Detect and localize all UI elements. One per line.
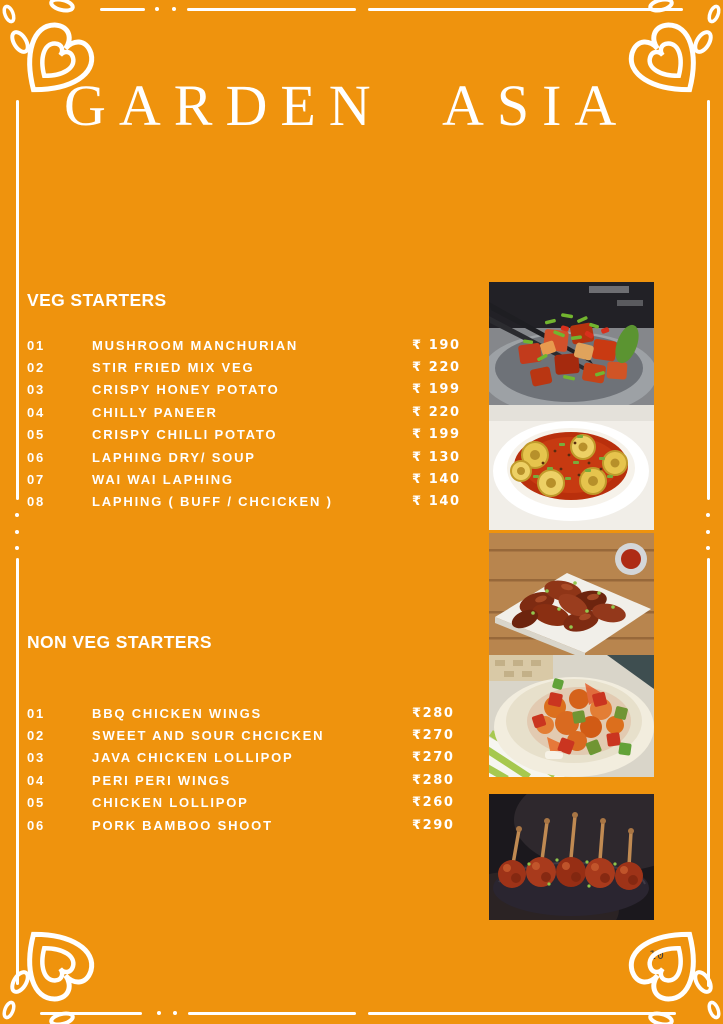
veg-starters-list [27,334,472,513]
item-name: JAVA CHICKEN LOLLIPOP [92,750,294,766]
item-number: 05 [27,427,46,443]
item-price: ₹280 [412,705,455,721]
item-name: CHICKEN LOLLIPOP [92,795,249,811]
item-price: ₹ 220 [412,404,461,420]
menu-item-row [27,491,472,513]
item-name: CHILLY PANEER [92,404,218,420]
item-price: ₹290 [412,817,455,833]
page-title: GARDEN ASIA [64,73,630,138]
item-number: 04 [27,404,46,420]
menu-item-row [27,356,472,378]
item-price: ₹ 140 [412,494,461,510]
sweet-and-sour-chicken-photo [489,655,654,777]
item-price: ₹ 140 [412,472,461,488]
item-number: 03 [27,750,46,766]
menu-item-row [27,424,472,446]
item-name: LAPHING ( BUFF / CHCICKEN ) [92,494,333,510]
item-number: 06 [27,449,46,465]
chicken-lollipop-photo [489,794,654,920]
item-price: ₹ 199 [412,427,461,443]
section-heading-veg-starters: VEG STARTERS [27,290,167,310]
bbq-chicken-wings-photo [489,533,654,655]
item-price: ₹ 130 [412,449,461,465]
corner-flourish-icon [611,912,723,1024]
menu-item-row [27,334,472,356]
item-price: ₹ 199 [412,382,461,398]
laphing-photo [489,405,654,530]
item-number: 01 [27,337,46,353]
item-price: ₹260 [412,795,455,811]
item-name: CRISPY HONEY POTATO [92,382,280,398]
menu-item-row [27,724,472,746]
item-price: ₹ 220 [412,360,461,376]
item-number: 07 [27,472,46,488]
item-name: WAI WAI LAPHING [92,472,234,488]
menu-item-row [27,747,472,769]
menu-item-row [27,468,472,490]
item-name: SWEET AND SOUR CHCICKEN [92,728,325,744]
item-number: 03 [27,382,46,398]
item-name: STIR FRIED MIX VEG [92,360,255,376]
menu-item-row [27,769,472,791]
chilli-paneer-photo [489,282,654,405]
item-price: ₹ 190 [412,337,461,353]
menu-item-row [27,814,472,836]
item-name: CRISPY CHILLI POTATO [92,427,278,443]
food-photo-column [489,282,654,920]
item-number: 02 [27,360,46,376]
item-number: 01 [27,705,46,721]
section-heading-non-veg-starters: NON VEG STARTERS [27,632,212,652]
non-veg-starters-list [27,702,472,836]
item-price: ₹280 [412,772,455,788]
item-price: ₹270 [412,750,455,766]
corner-flourish-icon [0,912,112,1024]
item-number: 04 [27,772,46,788]
item-name: PERI PERI WINGS [92,772,231,788]
item-number: 02 [27,728,46,744]
menu-item-row [27,702,472,724]
item-name: LAPHING DRY/ SOUP [92,449,256,465]
menu-item-row [27,379,472,401]
menu-item-row [27,401,472,423]
page-number: 10 [649,948,665,962]
item-name: MUSHROOM MANCHURIAN [92,337,299,353]
item-name: PORK BAMBOO SHOOT [92,817,273,833]
menu-item-row [27,792,472,814]
item-number: 05 [27,795,46,811]
item-number: 08 [27,494,46,510]
item-name: BBQ CHICKEN WINGS [92,705,262,721]
item-number: 06 [27,817,46,833]
menu-item-row [27,446,472,468]
item-price: ₹270 [412,728,455,744]
